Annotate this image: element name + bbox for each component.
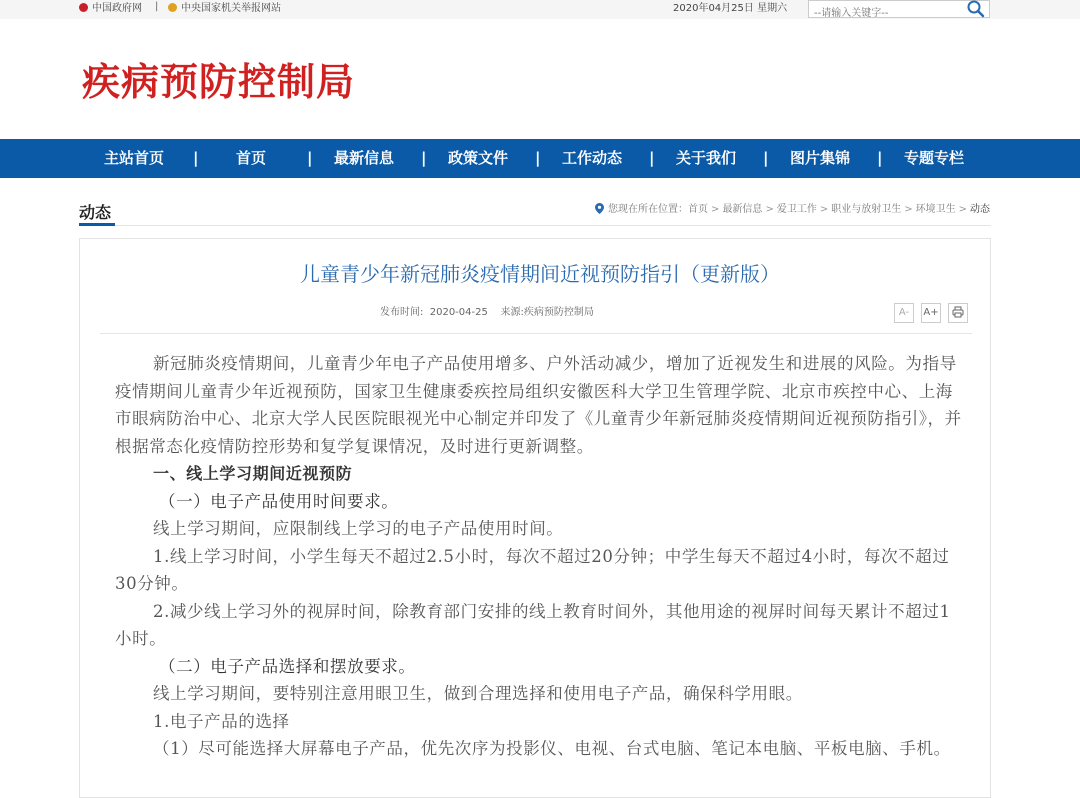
nav-separator: |: [649, 149, 655, 167]
nav-separator: |: [307, 149, 313, 167]
national-emblem-icon: [79, 3, 88, 12]
font-larger-label: A+: [923, 307, 939, 318]
nav-item-gallery[interactable]: 图片集锦: [790, 149, 851, 167]
breadcrumb-arrow: >: [904, 204, 913, 215]
font-smaller-label: A-: [898, 307, 910, 318]
breadcrumb-arrow: >: [711, 204, 720, 215]
breadcrumb-item-environment[interactable]: 环境卫生: [915, 204, 956, 215]
section-title-underline: [79, 223, 115, 226]
main-nav: [0, 139, 1080, 178]
breadcrumb-item-latest[interactable]: 最新信息: [722, 204, 763, 215]
breadcrumb-arrow: >: [958, 204, 967, 215]
topbar-separator: |: [155, 1, 159, 12]
article-paragraph: 线上学习期间，应限制线上学习的电子产品使用时间。: [153, 519, 564, 538]
nav-separator: |: [535, 149, 541, 167]
breadcrumb-item-home[interactable]: 首页: [688, 204, 709, 215]
article-divider: [100, 333, 972, 334]
article-title: 儿童青少年新冠肺炎疫情期间近视预防指引（更新版）: [300, 262, 780, 286]
nav-item-policy[interactable]: 政策文件: [448, 149, 509, 167]
nav-separator: |: [763, 149, 769, 167]
site-logo[interactable]: 疾病预防控制局: [82, 60, 356, 104]
breadcrumb-item-current: 动态: [970, 204, 990, 215]
search-input[interactable]: [809, 6, 964, 22]
article-meta: 发布时间: 2020-04-25 来源:疾病预防控制局: [380, 307, 594, 318]
nav-separator: |: [421, 149, 427, 167]
article-subheading: （二）电子产品选择和摆放要求。: [159, 656, 416, 676]
breadcrumb-arrow: >: [819, 204, 829, 215]
nav-separator: |: [877, 149, 883, 167]
top-utility-bar: [0, 0, 1080, 19]
article-paragraph: （1）尽可能选择大屏幕电子产品，优先次序为投影仪、电视、台式电脑、笔记本电脑、平板电脑、手机。: [153, 739, 951, 758]
font-larger-button[interactable]: [921, 303, 941, 323]
search-icon[interactable]: [965, 0, 987, 19]
section-title: 动态: [79, 203, 112, 222]
current-date: 2020年04月25日 星期六: [673, 3, 788, 14]
article-paragraph: 1.电子产品的选择: [153, 711, 290, 731]
font-smaller-button[interactable]: [894, 303, 914, 323]
nav-item-main-site[interactable]: 主站首页: [104, 149, 165, 167]
nav-item-latest[interactable]: 最新信息: [334, 149, 395, 167]
nav-item-home[interactable]: 首页: [236, 149, 267, 167]
search-box: [808, 0, 990, 18]
article-subheading: （一）电子产品使用时间要求。: [159, 491, 399, 511]
nav-item-topics[interactable]: 专题专栏: [904, 149, 965, 167]
gov-site-link[interactable]: [79, 2, 142, 16]
breadcrumb-prefix: 您现在所在位置：: [608, 204, 689, 215]
breadcrumb-item-occupational[interactable]: 职业与放射卫生: [831, 204, 902, 215]
print-button[interactable]: [948, 303, 968, 323]
breadcrumb-item-patriotic-health[interactable]: 爱卫工作: [776, 204, 817, 215]
article-paragraph: 新冠肺炎疫情期间，儿童青少年电子产品使用增多、户外活动减少，增加了近视发生和进展的风险。为指导疫情期间儿童青少年近视预防，国家卫生健康委疾控局组织安徽医科大学卫生管理学院、北京市疾控中心、上海市眼病防治中心、北京大学人民医院眼视光中心制定并印发了《儿童青少年新冠肺炎疫情期间近视预防指引》，并根据常态化疫情防控形势和复学复课情况，及时进行更新调整。: [115, 354, 962, 456]
printer-icon: [952, 306, 964, 318]
report-site-link-label: 中央国家机关举报网站: [181, 3, 281, 14]
breadcrumb-arrow: >: [765, 204, 774, 215]
article-paragraph: 1.线上学习时间，小学生每天不超过2.5小时，每次不超过20分钟；中学生每天不超过4小时，每次不超过30分钟。: [115, 546, 950, 593]
article-body: [115, 350, 963, 763]
article-paragraph: 2.减少线上学习外的视屏时间，除教育部门安排的线上教育时间外，其他用途的视屏时间每天累计不超过1小时。: [115, 601, 951, 648]
nav-item-about[interactable]: 关于我们: [676, 149, 737, 167]
gov-site-link-label: 中国政府网: [92, 3, 142, 14]
nav-item-work-news[interactable]: 工作动态: [562, 149, 623, 167]
breadcrumb: [595, 200, 990, 215]
report-icon: [168, 3, 177, 12]
nav-separator: |: [193, 149, 199, 167]
article-heading: 一、线上学习期间近视预防: [153, 464, 353, 483]
article-paragraph: 线上学习期间，要特别注意用眼卫生，做到合理选择和使用电子产品，确保科学用眼。: [153, 684, 803, 703]
report-site-link[interactable]: [168, 2, 281, 16]
section-divider: [79, 225, 991, 226]
location-pin-icon: [595, 203, 604, 214]
